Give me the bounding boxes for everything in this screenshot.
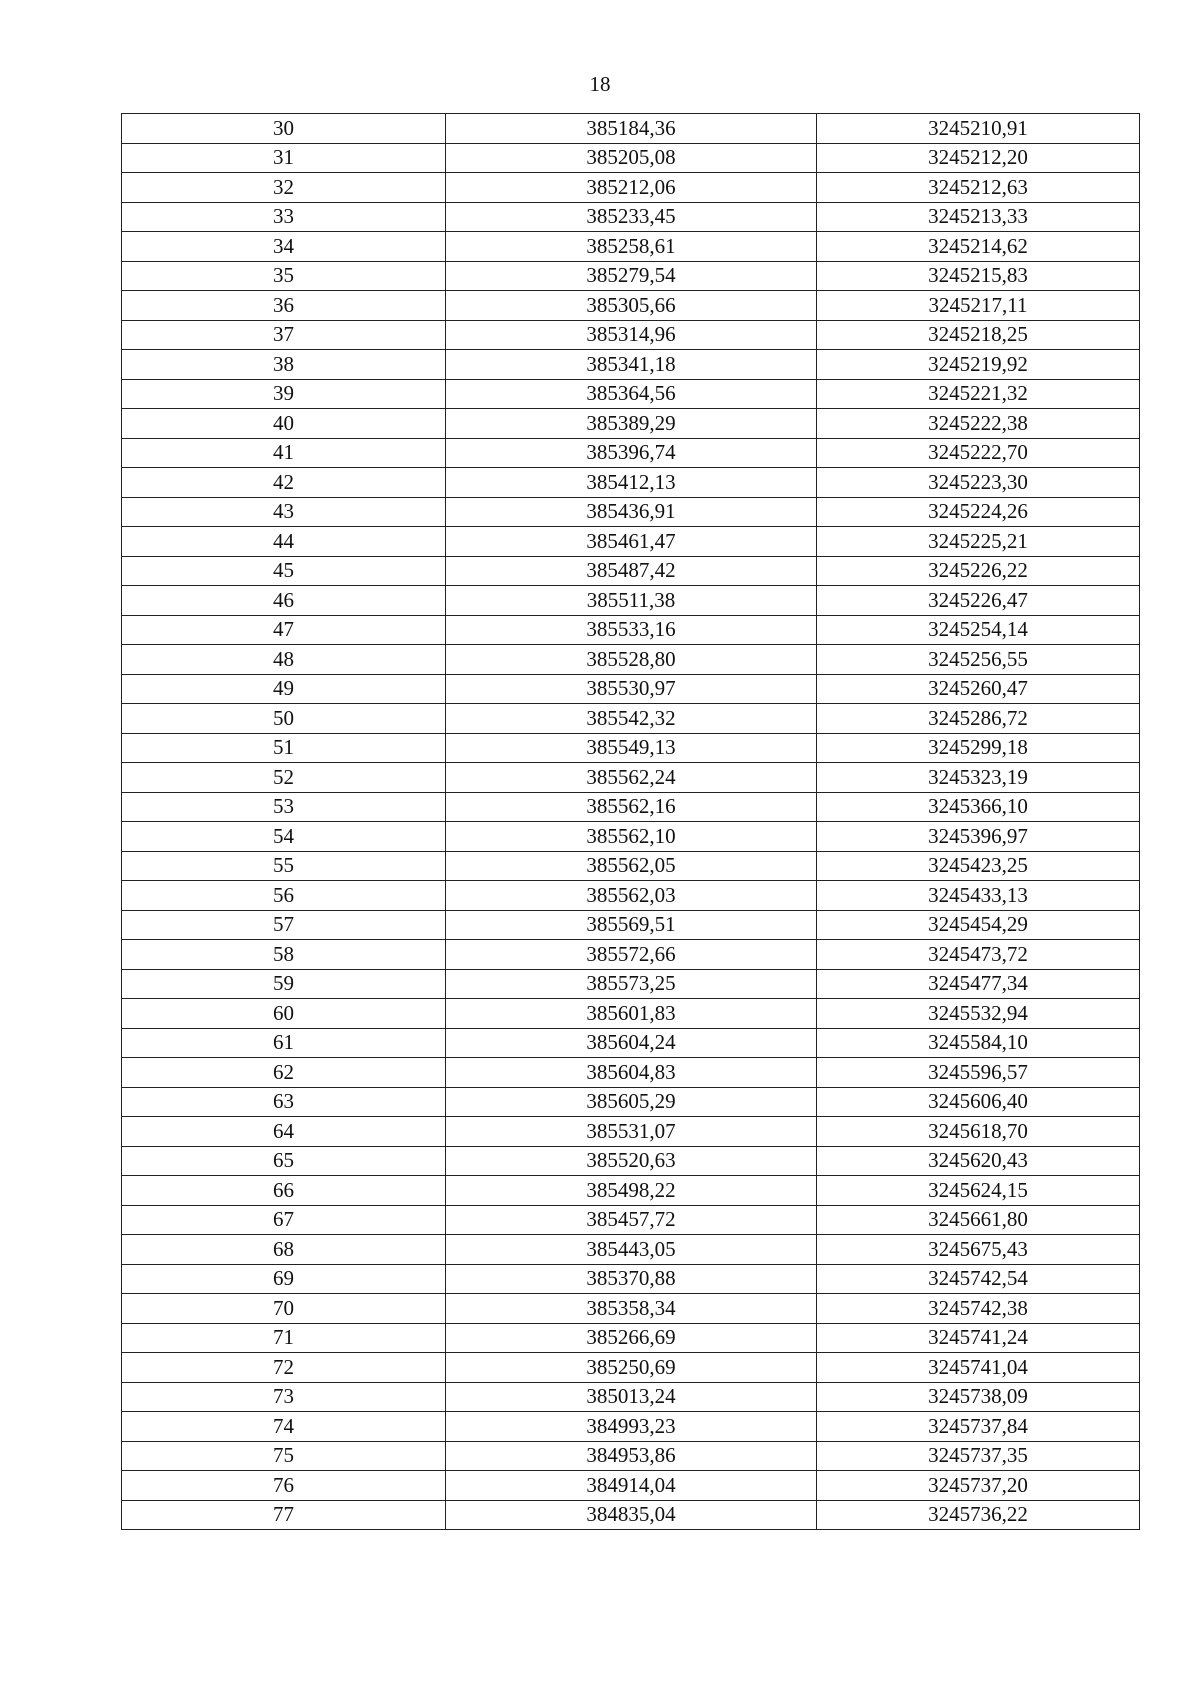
x-coordinate-cell: 384953,86 [446,1441,817,1471]
point-number-cell: 31 [122,143,446,173]
x-coordinate-cell: 385530,97 [446,674,817,704]
x-coordinate-cell: 385549,13 [446,733,817,763]
table-row [122,851,1140,881]
y-coordinate-cell: 3245737,35 [817,1441,1140,1471]
y-coordinate-cell: 3245217,11 [817,291,1140,321]
point-number-cell: 55 [122,851,446,881]
y-coordinate-cell: 3245212,63 [817,173,1140,203]
table-row [122,291,1140,321]
point-number-cell: 69 [122,1264,446,1294]
table-row [122,114,1140,144]
table-row [122,1353,1140,1383]
point-number-cell: 47 [122,615,446,645]
table-row [122,1471,1140,1501]
table-row [122,1264,1140,1294]
x-coordinate-cell: 385511,38 [446,586,817,616]
x-coordinate-cell: 385279,54 [446,261,817,291]
table-row [122,704,1140,734]
point-number-cell: 42 [122,468,446,498]
point-number-cell: 40 [122,409,446,439]
y-coordinate-cell: 3245606,40 [817,1087,1140,1117]
y-coordinate-cell: 3245223,30 [817,468,1140,498]
point-number-cell: 63 [122,1087,446,1117]
point-number-cell: 74 [122,1412,446,1442]
y-coordinate-cell: 3245737,84 [817,1412,1140,1442]
x-coordinate-cell: 385358,34 [446,1294,817,1324]
x-coordinate-cell: 385013,24 [446,1382,817,1412]
point-number-cell: 35 [122,261,446,291]
point-number-cell: 50 [122,704,446,734]
x-coordinate-cell: 385250,69 [446,1353,817,1383]
table-row [122,409,1140,439]
y-coordinate-cell: 3245736,22 [817,1500,1140,1530]
x-coordinate-cell: 385370,88 [446,1264,817,1294]
point-number-cell: 34 [122,232,446,262]
y-coordinate-cell: 3245218,25 [817,320,1140,350]
y-coordinate-cell: 3245225,21 [817,527,1140,557]
table-row [122,1441,1140,1471]
y-coordinate-cell: 3245215,83 [817,261,1140,291]
point-number-cell: 43 [122,497,446,527]
x-coordinate-cell: 385573,25 [446,969,817,999]
y-coordinate-cell: 3245596,57 [817,1058,1140,1088]
table-row [122,763,1140,793]
table-row [122,1382,1140,1412]
y-coordinate-cell: 3245214,62 [817,232,1140,262]
point-number-cell: 71 [122,1323,446,1353]
point-number-cell: 64 [122,1117,446,1147]
x-coordinate-cell: 385562,05 [446,851,817,881]
point-number-cell: 57 [122,910,446,940]
x-coordinate-cell: 385184,36 [446,114,817,144]
y-coordinate-cell: 3245299,18 [817,733,1140,763]
table-row [122,615,1140,645]
point-number-cell: 59 [122,969,446,999]
y-coordinate-cell: 3245742,54 [817,1264,1140,1294]
table-row [122,261,1140,291]
table-row [122,1176,1140,1206]
x-coordinate-cell: 385389,29 [446,409,817,439]
y-coordinate-cell: 3245737,20 [817,1471,1140,1501]
table-row [122,940,1140,970]
y-coordinate-cell: 3245738,09 [817,1382,1140,1412]
x-coordinate-cell: 385542,32 [446,704,817,734]
point-number-cell: 32 [122,173,446,203]
table-row [122,143,1140,173]
table-row [122,1500,1140,1530]
table-row [122,1412,1140,1442]
y-coordinate-cell: 3245210,91 [817,114,1140,144]
y-coordinate-cell: 3245473,72 [817,940,1140,970]
x-coordinate-cell: 385233,45 [446,202,817,232]
point-number-cell: 54 [122,822,446,852]
point-number-cell: 56 [122,881,446,911]
coordinates-table [121,113,1140,1530]
y-coordinate-cell: 3245226,47 [817,586,1140,616]
y-coordinate-cell: 3245454,29 [817,910,1140,940]
point-number-cell: 49 [122,674,446,704]
y-coordinate-cell: 3245219,92 [817,350,1140,380]
x-coordinate-cell: 385604,83 [446,1058,817,1088]
y-coordinate-cell: 3245222,38 [817,409,1140,439]
x-coordinate-cell: 385562,03 [446,881,817,911]
point-number-cell: 72 [122,1353,446,1383]
table-row [122,645,1140,675]
x-coordinate-cell: 384835,04 [446,1500,817,1530]
y-coordinate-cell: 3245260,47 [817,674,1140,704]
y-coordinate-cell: 3245254,14 [817,615,1140,645]
table-row [122,202,1140,232]
table-row [122,910,1140,940]
point-number-cell: 46 [122,586,446,616]
x-coordinate-cell: 385396,74 [446,438,817,468]
y-coordinate-cell: 3245221,32 [817,379,1140,409]
point-number-cell: 75 [122,1441,446,1471]
point-number-cell: 58 [122,940,446,970]
x-coordinate-cell: 385520,63 [446,1146,817,1176]
y-coordinate-cell: 3245661,80 [817,1205,1140,1235]
table-row [122,674,1140,704]
table-row [122,969,1140,999]
table-row [122,586,1140,616]
y-coordinate-cell: 3245213,33 [817,202,1140,232]
y-coordinate-cell: 3245477,34 [817,969,1140,999]
point-number-cell: 61 [122,1028,446,1058]
y-coordinate-cell: 3245222,70 [817,438,1140,468]
x-coordinate-cell: 385258,61 [446,232,817,262]
x-coordinate-cell: 385569,51 [446,910,817,940]
x-coordinate-cell: 385562,16 [446,792,817,822]
x-coordinate-cell: 385212,06 [446,173,817,203]
point-number-cell: 60 [122,999,446,1029]
x-coordinate-cell: 385461,47 [446,527,817,557]
y-coordinate-cell: 3245532,94 [817,999,1140,1029]
table-row [122,1205,1140,1235]
table-row [122,1028,1140,1058]
point-number-cell: 39 [122,379,446,409]
point-number-cell: 44 [122,527,446,557]
point-number-cell: 33 [122,202,446,232]
table-row [122,232,1140,262]
point-number-cell: 37 [122,320,446,350]
table-row [122,1058,1140,1088]
point-number-cell: 51 [122,733,446,763]
table-row [122,822,1140,852]
table-row [122,1146,1140,1176]
table-row [122,320,1140,350]
table-row [122,468,1140,498]
y-coordinate-cell: 3245620,43 [817,1146,1140,1176]
point-number-cell: 48 [122,645,446,675]
table-row [122,379,1140,409]
y-coordinate-cell: 3245675,43 [817,1235,1140,1265]
table-row [122,173,1140,203]
point-number-cell: 38 [122,350,446,380]
point-number-cell: 45 [122,556,446,586]
point-number-cell: 70 [122,1294,446,1324]
table-row [122,527,1140,557]
y-coordinate-cell: 3245323,19 [817,763,1140,793]
point-number-cell: 65 [122,1146,446,1176]
table-row [122,1117,1140,1147]
table-row [122,1235,1140,1265]
table-row [122,999,1140,1029]
y-coordinate-cell: 3245423,25 [817,851,1140,881]
x-coordinate-cell: 385266,69 [446,1323,817,1353]
y-coordinate-cell: 3245741,04 [817,1353,1140,1383]
table-row [122,1087,1140,1117]
y-coordinate-cell: 3245618,70 [817,1117,1140,1147]
x-coordinate-cell: 384993,23 [446,1412,817,1442]
table-row [122,1294,1140,1324]
y-coordinate-cell: 3245286,72 [817,704,1140,734]
x-coordinate-cell: 385443,05 [446,1235,817,1265]
coordinates-table-body [122,114,1140,1530]
table-row [122,792,1140,822]
y-coordinate-cell: 3245226,22 [817,556,1140,586]
point-number-cell: 53 [122,792,446,822]
x-coordinate-cell: 385457,72 [446,1205,817,1235]
x-coordinate-cell: 385572,66 [446,940,817,970]
point-number-cell: 41 [122,438,446,468]
x-coordinate-cell: 385487,42 [446,556,817,586]
y-coordinate-cell: 3245624,15 [817,1176,1140,1206]
point-number-cell: 77 [122,1500,446,1530]
y-coordinate-cell: 3245256,55 [817,645,1140,675]
x-coordinate-cell: 385205,08 [446,143,817,173]
x-coordinate-cell: 385604,24 [446,1028,817,1058]
point-number-cell: 62 [122,1058,446,1088]
x-coordinate-cell: 385498,22 [446,1176,817,1206]
point-number-cell: 66 [122,1176,446,1206]
point-number-cell: 30 [122,114,446,144]
page-number: 18 [589,72,611,96]
x-coordinate-cell: 385601,83 [446,999,817,1029]
x-coordinate-cell: 385562,10 [446,822,817,852]
table-row [122,1323,1140,1353]
point-number-cell: 67 [122,1205,446,1235]
point-number-cell: 76 [122,1471,446,1501]
y-coordinate-cell: 3245741,24 [817,1323,1140,1353]
x-coordinate-cell: 385562,24 [446,763,817,793]
table-row [122,438,1140,468]
point-number-cell: 73 [122,1382,446,1412]
x-coordinate-cell: 385364,56 [446,379,817,409]
table-row [122,350,1140,380]
point-number-cell: 68 [122,1235,446,1265]
x-coordinate-cell: 385412,13 [446,468,817,498]
x-coordinate-cell: 385605,29 [446,1087,817,1117]
x-coordinate-cell: 385533,16 [446,615,817,645]
x-coordinate-cell: 385341,18 [446,350,817,380]
x-coordinate-cell: 385314,96 [446,320,817,350]
table-row [122,733,1140,763]
x-coordinate-cell: 385305,66 [446,291,817,321]
y-coordinate-cell: 3245742,38 [817,1294,1140,1324]
x-coordinate-cell: 384914,04 [446,1471,817,1501]
point-number-cell: 36 [122,291,446,321]
y-coordinate-cell: 3245396,97 [817,822,1140,852]
table-row [122,497,1140,527]
y-coordinate-cell: 3245433,13 [817,881,1140,911]
y-coordinate-cell: 3245212,20 [817,143,1140,173]
table-row [122,881,1140,911]
point-number-cell: 52 [122,763,446,793]
y-coordinate-cell: 3245224,26 [817,497,1140,527]
x-coordinate-cell: 385528,80 [446,645,817,675]
x-coordinate-cell: 385531,07 [446,1117,817,1147]
y-coordinate-cell: 3245584,10 [817,1028,1140,1058]
table-row [122,556,1140,586]
y-coordinate-cell: 3245366,10 [817,792,1140,822]
x-coordinate-cell: 385436,91 [446,497,817,527]
